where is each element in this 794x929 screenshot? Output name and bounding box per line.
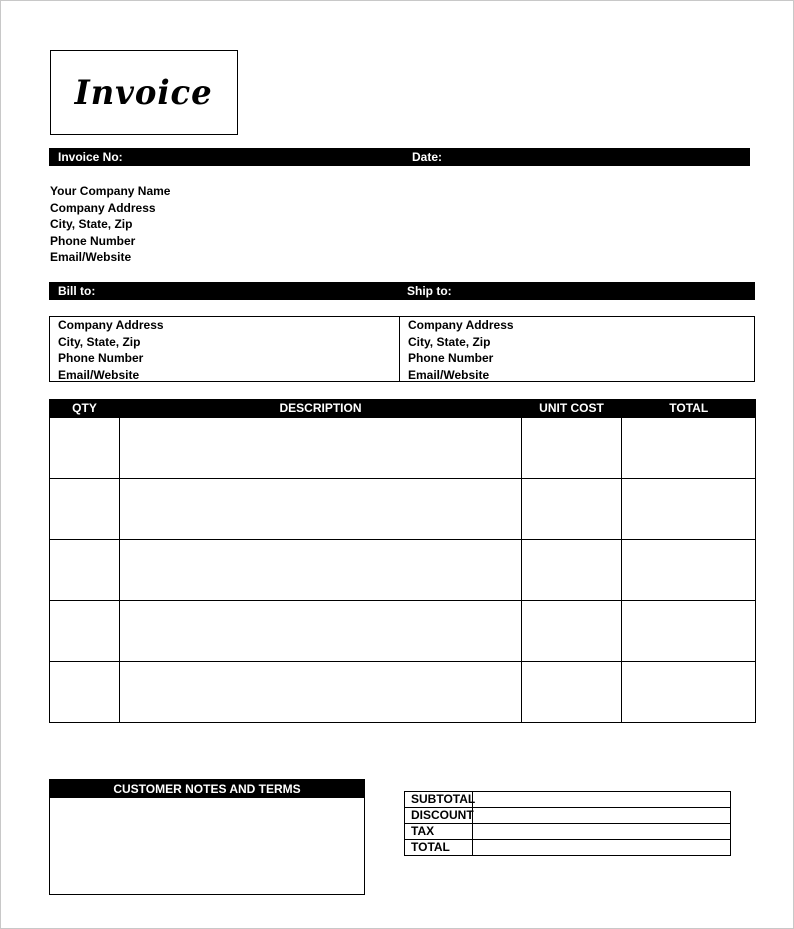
ship-to-city-state-zip: City, State, Zip	[408, 334, 491, 349]
unit-cost-cell[interactable]	[522, 418, 622, 479]
qty-cell[interactable]	[50, 479, 120, 540]
total-cell[interactable]	[622, 479, 756, 540]
ship-to-address: Company Address	[408, 318, 514, 332]
totals-row-subtotal	[405, 792, 731, 808]
bill-to-email-website: Email/Website	[58, 367, 140, 382]
subtotal-value[interactable]	[473, 792, 731, 808]
description-header: DESCRIPTION	[120, 399, 522, 418]
bill-to-city-state-zip: City, State, Zip	[58, 334, 141, 349]
subtotal-label: SUBTOTAL	[405, 792, 473, 808]
company-name: Your Company Name	[50, 184, 171, 198]
bill-ship-bar	[49, 282, 755, 300]
bill-to-address: Company Address	[58, 318, 164, 332]
invoice-title-box	[50, 50, 238, 135]
qty-cell[interactable]	[50, 601, 120, 662]
line-items-table	[49, 399, 756, 723]
total-header: TOTAL	[622, 399, 756, 418]
customer-notes-heading: CUSTOMER NOTES AND TERMS	[50, 780, 364, 798]
unit-cost-cell[interactable]	[522, 601, 622, 662]
total-cell[interactable]	[622, 418, 756, 479]
total-cell[interactable]	[622, 662, 756, 723]
date-label: Date:	[412, 150, 443, 164]
bill-to-label: Bill to:	[58, 284, 96, 298]
description-cell[interactable]	[120, 601, 522, 662]
qty-cell[interactable]	[50, 662, 120, 723]
qty-cell[interactable]	[50, 418, 120, 479]
discount-label: DISCOUNT	[405, 808, 473, 824]
ship-to-cell[interactable]	[400, 317, 754, 381]
line-items-header-row	[50, 399, 756, 418]
discount-value[interactable]	[473, 808, 731, 824]
description-cell[interactable]	[120, 540, 522, 601]
unit-cost-cell[interactable]	[522, 540, 622, 601]
totals-table	[404, 791, 731, 856]
qty-cell[interactable]	[50, 540, 120, 601]
totals-row-discount	[405, 808, 731, 824]
company-email-website: Email/Website	[50, 250, 132, 264]
tax-label: TAX	[405, 824, 473, 840]
qty-header: QTY	[50, 399, 120, 418]
company-city-state-zip: City, State, Zip	[50, 217, 133, 231]
ship-to-label: Ship to:	[407, 284, 452, 298]
description-cell[interactable]	[120, 418, 522, 479]
table-row	[50, 601, 756, 662]
unit-cost-cell[interactable]	[522, 662, 622, 723]
table-row	[50, 418, 756, 479]
ship-to-phone: Phone Number	[408, 351, 494, 365]
total-cell[interactable]	[622, 601, 756, 662]
company-info	[50, 183, 170, 266]
bill-to-cell[interactable]	[50, 317, 400, 381]
totals-row-total	[405, 840, 731, 856]
bill-to-phone: Phone Number	[58, 351, 144, 365]
invoice-info-bar	[49, 148, 750, 166]
invoice-title: Invoice	[74, 72, 214, 113]
tax-value[interactable]	[473, 824, 731, 840]
customer-notes-body[interactable]	[50, 798, 364, 894]
company-phone: Phone Number	[50, 233, 136, 248]
total-value[interactable]	[473, 840, 731, 856]
ship-to-email-website: Email/Website	[408, 367, 490, 382]
totals-row-tax	[405, 824, 731, 840]
table-row	[50, 662, 756, 723]
unit-cost-cell[interactable]	[522, 479, 622, 540]
table-row	[50, 479, 756, 540]
address-table	[49, 316, 755, 382]
description-cell[interactable]	[120, 662, 522, 723]
customer-notes-box	[49, 779, 365, 895]
description-cell[interactable]	[120, 479, 522, 540]
invoice-no-label: Invoice No:	[58, 150, 123, 164]
total-cell[interactable]	[622, 540, 756, 601]
total-label: TOTAL	[405, 840, 473, 856]
company-address: Company Address	[50, 200, 156, 215]
unit-cost-header: UNIT COST	[522, 399, 622, 418]
table-row	[50, 540, 756, 601]
